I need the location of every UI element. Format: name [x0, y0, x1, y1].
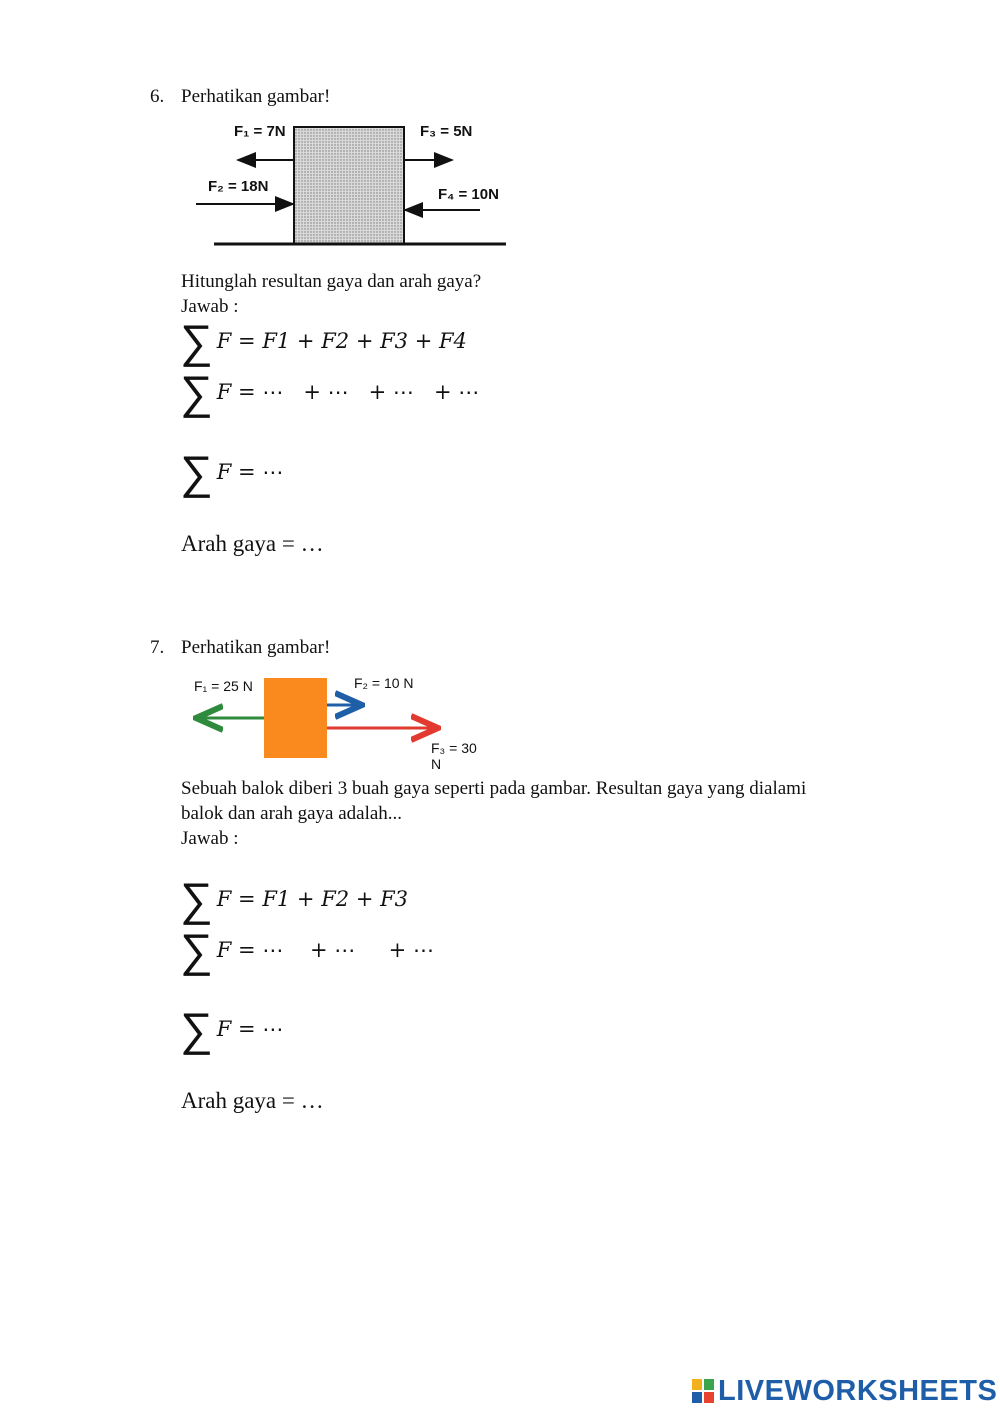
sigma-symbol: ∑	[180, 1002, 213, 1056]
force-symbol: F	[216, 380, 232, 404]
logo-square	[704, 1392, 714, 1403]
orange-block	[264, 678, 327, 758]
question-6-title: Perhatikan gambar!	[181, 86, 331, 107]
q7-eq1-rhs: F1 + F2 + F3	[262, 887, 409, 911]
equals-sign: =	[231, 460, 263, 484]
logo-square	[692, 1392, 702, 1403]
equals-sign: =	[231, 887, 263, 911]
logo-mark-icon	[692, 1379, 714, 1403]
q6-equation-3	[180, 445, 284, 499]
question-7-figure	[190, 672, 490, 772]
f4-label: F₄ = 10N	[438, 186, 499, 203]
question-6-number: 6.	[150, 86, 165, 107]
q7-equation-1	[180, 872, 409, 926]
equals-sign: =	[231, 938, 263, 962]
question-7-title: Perhatikan gambar!	[181, 637, 331, 658]
sigma-symbol: ∑	[180, 314, 213, 368]
question-7-text-line-1: Sebuah balok diberi 3 buah gaya seperti pada gambar. Resultan gaya yang dialami	[181, 778, 807, 799]
question-6-answer-label: Jawab :	[181, 296, 239, 317]
sigma-symbol: ∑	[180, 872, 213, 926]
logo-square	[704, 1379, 714, 1390]
sigma-symbol: ∑	[180, 445, 213, 499]
force-symbol: F	[216, 329, 232, 353]
f2-label: F₂ = 10 N	[354, 675, 414, 691]
question-6-direction: Arah gaya = …	[181, 531, 324, 556]
q6-eq3-rhs: ⋯	[262, 460, 284, 484]
logo-text: LIVEWORKSHEETS	[718, 1374, 998, 1407]
f1-label: F₁ = 25 N	[194, 678, 253, 694]
question-6-text: Hitunglah resultan gaya dan arah gaya?	[181, 271, 482, 292]
q6-equation-1	[180, 314, 467, 368]
force-symbol: F	[216, 460, 232, 484]
force-symbol: F	[216, 938, 232, 962]
q6-eq1-rhs: F1 + F2 + F3 + F4	[262, 329, 467, 353]
question-7-answer-label: Jawab :	[181, 828, 239, 849]
question-7-direction: Arah gaya = …	[181, 1088, 324, 1113]
question-7-text-line-2: balok dan arah gaya adalah...	[181, 803, 403, 824]
sigma-symbol: ∑	[180, 923, 213, 977]
q7-eq2-rhs: ⋯ + ⋯ + ⋯	[262, 938, 434, 962]
block	[294, 127, 404, 244]
question-6-figure	[190, 120, 510, 252]
q6-equation-2	[180, 365, 480, 419]
f3-label: F₃ = 30 N	[431, 740, 477, 772]
sigma-symbol: ∑	[180, 365, 213, 419]
f1-label: F₁ = 7N	[234, 123, 286, 140]
force-symbol: F	[216, 887, 232, 911]
force-symbol: F	[216, 1017, 232, 1041]
liveworksheets-logo	[692, 1374, 998, 1408]
question-7-number: 7.	[150, 637, 165, 658]
q7-equation-2	[180, 923, 434, 977]
f2-label: F₂ = 18N	[208, 178, 269, 195]
q7-eq3-rhs: ⋯	[262, 1017, 284, 1041]
q7-equation-3	[180, 1002, 284, 1056]
q6-eq2-rhs: ⋯ + ⋯ + ⋯ + ⋯	[262, 380, 480, 404]
logo-square	[692, 1379, 702, 1390]
equals-sign: =	[231, 380, 263, 404]
f3-label: F₃ = 5N	[420, 123, 473, 140]
equals-sign: =	[231, 1017, 263, 1041]
equals-sign: =	[231, 329, 263, 353]
